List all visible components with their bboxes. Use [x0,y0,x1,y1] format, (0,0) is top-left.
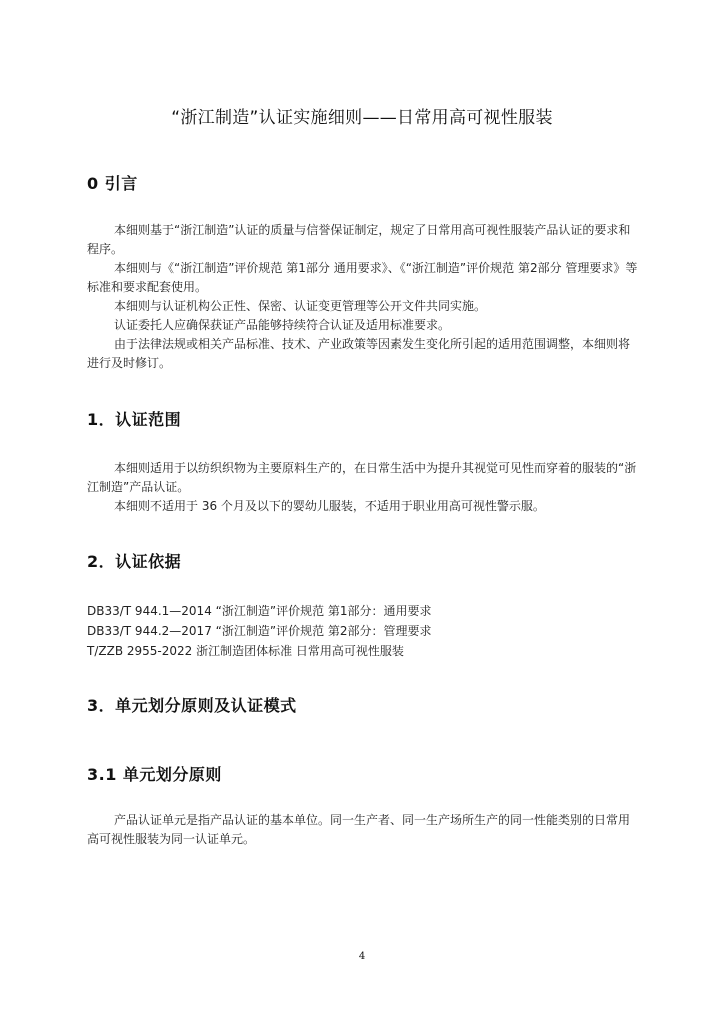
reference-item: DB33/T 944.2—2017 “浙江制造”评价规范 第2部分：管理要求 [87,624,432,638]
page-number: 4 [358,951,366,962]
paragraph: 产品认证单元是指产品认证的基本单位。同一生产者、同一生产场所生产的同一性能类别的日常用高可视性服装为同一认证单元。 [87,813,631,846]
paragraph: 本细则基于“浙江制造”认证的质量与信誉保证制定，规定了日常用高可视性服装产品认证的要求和程序。 [87,223,631,256]
subsection-heading-unit-principle: 3.1 单元划分原则 [87,765,222,784]
paragraph: 本细则与《“浙江制造”评价规范 第1部分 通用要求》、《“浙江制造”评价规范 第2部分 管理要求》等标准和要求配套使用。 [87,261,638,294]
section-heading-scope: 1．认证范围 [87,410,182,429]
document-title: “浙江制造”认证实施细则——日常用高可视性服装 [171,108,553,128]
section-heading-unit-and-mode: 3．单元划分原则及认证模式 [87,696,297,715]
paragraph: 由于法律法规或相关产品标准、技术、产业政策等因素发生变化所引起的适用范围调整，本细则将进行及时修订。 [87,337,631,370]
reference-item: DB33/T 944.1—2014 “浙江制造”评价规范 第1部分：通用要求 [87,604,432,618]
reference-item: T/ZZB 2955-2022 浙江制造团体标准 日常用高可视性服装 [87,644,404,658]
paragraph: 认证委托人应确保获证产品能够持续符合认证及适用标准要求。 [114,318,451,332]
section-heading-introduction: 0 引言 [87,174,138,193]
paragraph: 本细则适用于以纺织织物为主要原料生产的，在日常生活中为提升其视觉可见性而穿着的服装的“浙江制造”产品认证。 [87,461,637,494]
paragraph: 本细则不适用于 36 个月及以下的婴幼儿服装，不适用于职业用高可视性警示服。 [114,499,545,513]
paragraph: 本细则与认证机构公正性、保密、认证变更管理等公开文件共同实施。 [114,299,487,313]
section-heading-basis: 2．认证依据 [87,552,182,571]
